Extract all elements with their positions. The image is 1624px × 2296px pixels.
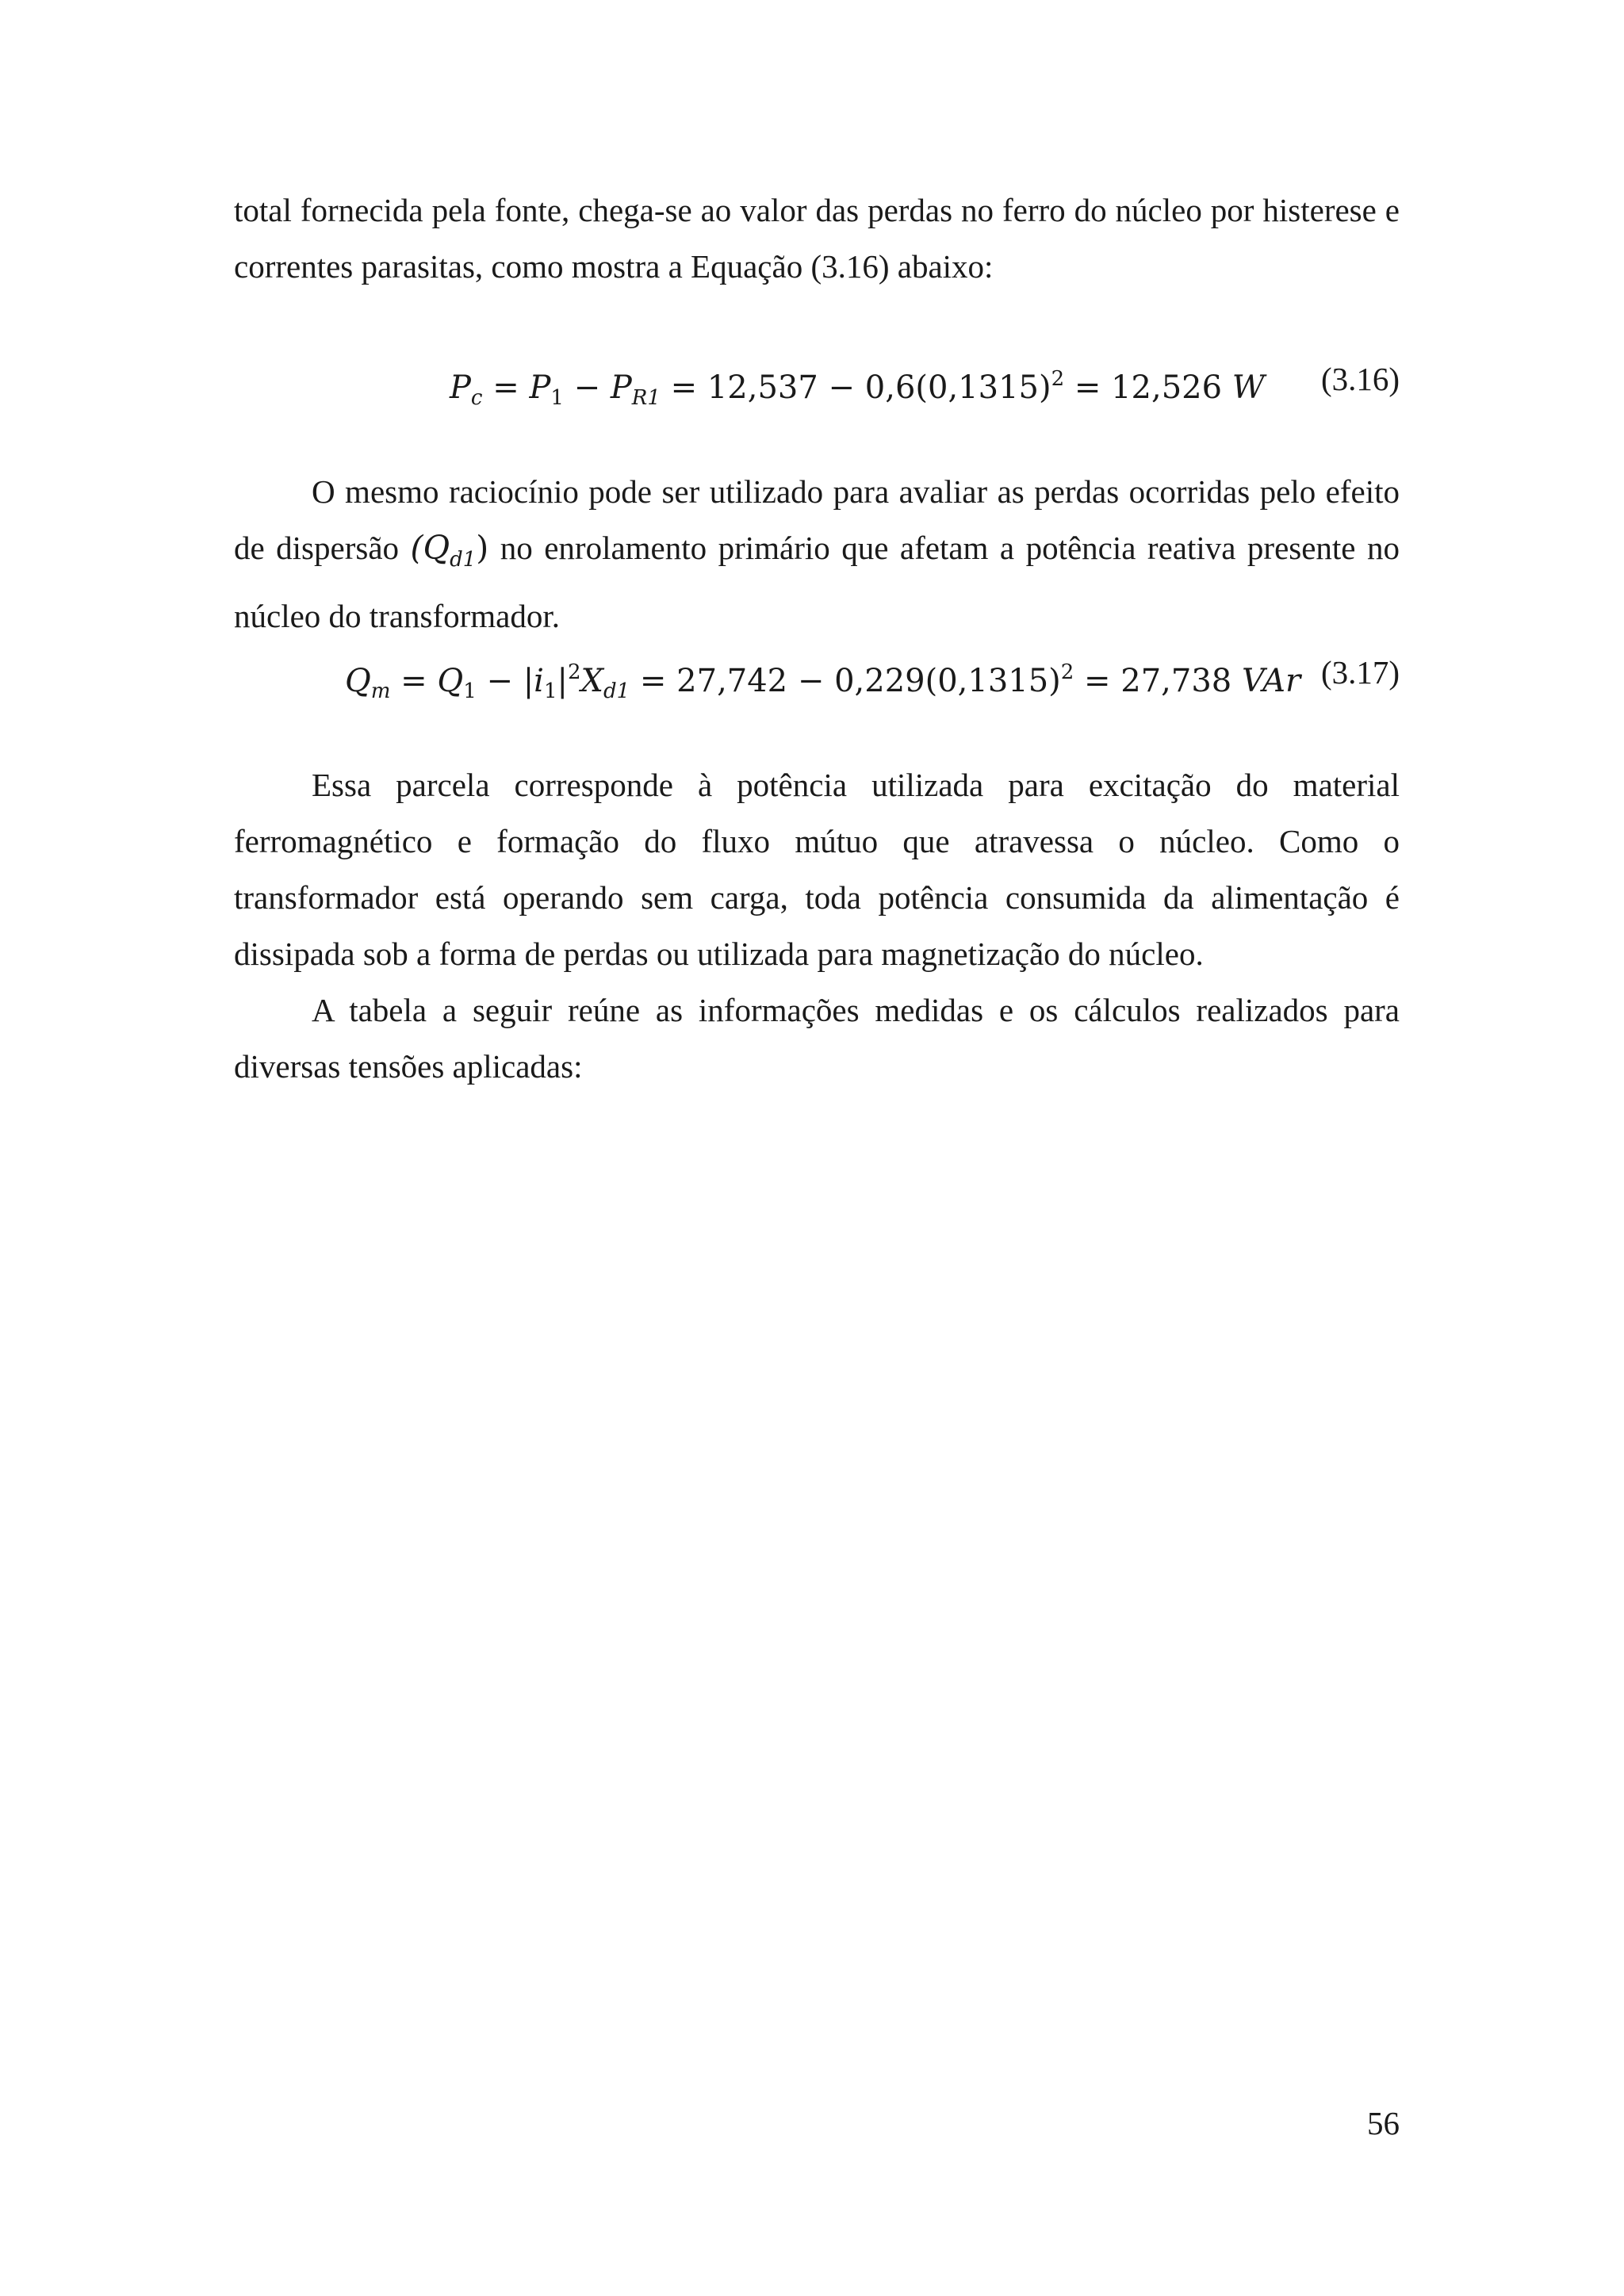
equation-3-16 (234, 351, 1400, 408)
equation-3-16-body: $P_c = P_1 - P_{R1} = 12,537 - 0,6(0,1315)^2 = 12,526$ W (450, 367, 1265, 410)
equation-3-17 (234, 645, 1400, 704)
paragraph-excitation: Essa parcela corresponde à potência utilizada para excitação do material ferromagnético e formação do fluxo mútuo que atravessa o núcleo. Como o transformador está operando sem carga, toda potência consumida da alimentação é dissipada sob a forma de perdas ou utilizada para magnetização do núcleo. (234, 767, 1400, 973)
equation-3-17-body: $Q_m = Q_1 - |i_1|^2X_{d1} = 27,742 - 0,229(0,1315)^2 = 27,738$ VAr (345, 660, 1301, 704)
paragraph-dispersion: O mesmo raciocínio pode ser utilizado para avaliar as perdas ocorridas pelo efeito de dispersão $(Q_{d1})$ no enrolamento primário que afetam a potência reativa presente no núcleo do transformador. (234, 473, 1400, 635)
paragraph-intro: total fornecida pela fonte, chega-se ao valor das perdas no ferro do núcleo por histerese e correntes parasitas, como mostra a Equação (3.16) abaixo: (234, 192, 1400, 285)
equation-number-3-16: (3.16) (1320, 361, 1400, 397)
page-number: 56 (1367, 2105, 1400, 2141)
paragraph-table-intro: A tabela a seguir reúne as informações medidas e os cálculos realizados para diversas tensões aplicadas: (234, 992, 1400, 1085)
document-page (234, 182, 1400, 1095)
equation-number-3-17: (3.17) (1320, 654, 1400, 691)
